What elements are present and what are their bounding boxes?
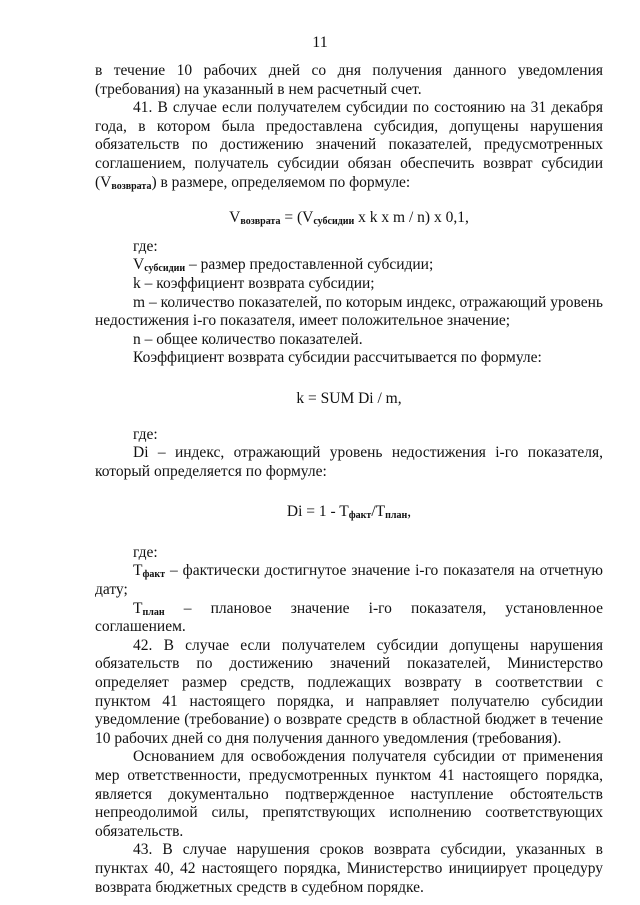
- formula-part: ,: [407, 503, 412, 521]
- definition-m: [95, 294, 603, 331]
- paragraph-continuation: [95, 62, 603, 99]
- text-line: [95, 174, 603, 193]
- subscript: возврата: [240, 216, 281, 228]
- text-line: Основанием для освобождения получателя субсидии от применения: [133, 748, 603, 766]
- formula-part: Di = 1 - T: [286, 503, 349, 521]
- definition-v-subsidy: [95, 256, 603, 275]
- text-line: в течение 10 рабочих дней со дня получения данного уведомления: [95, 62, 603, 79]
- text-line: пунктах 40, 42 настоящего порядка, Министерство инициирует процедуру: [95, 859, 603, 877]
- definition-t-fact: [95, 562, 603, 599]
- text-fragment: T: [133, 562, 143, 580]
- text-line: непреодолимой силы, препятствующих исполнению соответствующих: [95, 804, 603, 822]
- text-line: 41. В случае если получателем субсидии по состоянию на 31 декабря: [133, 99, 603, 117]
- text-line: [95, 600, 603, 619]
- subscript: субсидии: [313, 216, 355, 228]
- where-label: где:: [133, 543, 158, 561]
- formula-part: /T: [371, 503, 386, 521]
- text-line: m – количество показателей, по которым индекс, отражающий уровень: [133, 293, 603, 311]
- subscript: план: [142, 606, 165, 618]
- text-line: является документально подтвержденное наступление обстоятельств: [95, 785, 603, 803]
- text-fragment: V: [133, 256, 145, 274]
- text-line: возврата бюджетных средств в судебном порядке.: [95, 878, 424, 896]
- text-line: который определяется по формуле:: [95, 462, 327, 480]
- text-fragment: (V: [95, 173, 112, 191]
- subscript: факт: [142, 569, 166, 581]
- definition-t-plan: [95, 600, 603, 637]
- coefficient-intro: Коэффициент возврата субсидии рассчитывается по формуле:: [133, 349, 542, 367]
- text-line: года, в котором была предоставлена субсидия, допущены нарушения: [95, 117, 603, 135]
- text-line: 42. В случае если получателем субсидии допущены нарушения: [133, 636, 603, 654]
- text-line: дату;: [95, 581, 128, 599]
- page-number: 11: [312, 34, 328, 51]
- text-fragment: – фактически достигнутое значение i-го показателя на отчетную: [165, 562, 603, 580]
- subscript: план: [385, 510, 408, 522]
- formula-part: V: [229, 209, 241, 227]
- text-line: 43. В случае нарушения сроков возврата субсидии, указанных в: [133, 841, 603, 859]
- definition-n: n – общее количество показателей.: [133, 330, 363, 348]
- text-line: обязательств.: [95, 822, 184, 840]
- text-fragment: – плановое значение i-го показателя, установленное: [164, 599, 603, 617]
- text-line: уведомление (требование) о возврате средств в областной бюджет в течение: [95, 711, 603, 729]
- text-line: соглашением, получатель субсидии обязан обеспечить возврат субсидии: [95, 154, 603, 172]
- text-fragment: – размер предоставленной субсидии;: [185, 256, 434, 274]
- text-line: соглашением.: [95, 618, 186, 636]
- paragraph-43: [95, 841, 603, 897]
- document-body: [95, 62, 603, 897]
- formula-part: = (V: [280, 209, 314, 227]
- subscript: факт: [348, 510, 372, 522]
- subscript: возврата: [111, 180, 152, 192]
- paragraph-basis: [95, 748, 603, 841]
- formula-coefficient: k = SUM Di / m,: [296, 389, 402, 407]
- text-fragment: ) в размере, определяемом по формуле:: [151, 173, 411, 191]
- text-line: недостижения i-го показателя, имеет положительное значение;: [95, 312, 511, 330]
- text-line: мер ответственности, предусмотренных пунктом 41 настоящего порядка,: [95, 767, 603, 784]
- text-line: [95, 562, 603, 581]
- where-label: где:: [133, 425, 158, 443]
- text-line: (требования) на указанный в нем расчетный счет.: [95, 80, 422, 98]
- definition-k: k – коэффициент возврата субсидии;: [133, 274, 375, 292]
- where-label: где:: [133, 237, 158, 255]
- text-line: обязательств по достижению значений показателей, предусмотренных: [95, 136, 603, 154]
- text-line: Di – индекс, отражающий уровень недостижения i-го показателя,: [133, 444, 603, 462]
- text-line: 10 рабочих дней со дня получения данного уведомления (требования).: [95, 729, 562, 747]
- paragraph-41: [95, 99, 603, 192]
- formula-index: [95, 503, 603, 522]
- text-line: пунктом 41 настоящего порядка, и направляет получателю субсидии: [95, 692, 603, 710]
- formula-part: x k x m / n) x 0,1,: [354, 209, 469, 227]
- subscript: субсидии: [144, 263, 186, 275]
- text-line: обязательств по достижению значений показателей, Министерство: [95, 655, 603, 673]
- formula-return-amount: [95, 209, 603, 228]
- paragraph-42: [95, 637, 603, 749]
- text-line: определяет размер средств, подлежащих возврату в соответствии с: [95, 674, 603, 692]
- definition-di: [95, 444, 603, 481]
- text-fragment: T: [133, 599, 143, 617]
